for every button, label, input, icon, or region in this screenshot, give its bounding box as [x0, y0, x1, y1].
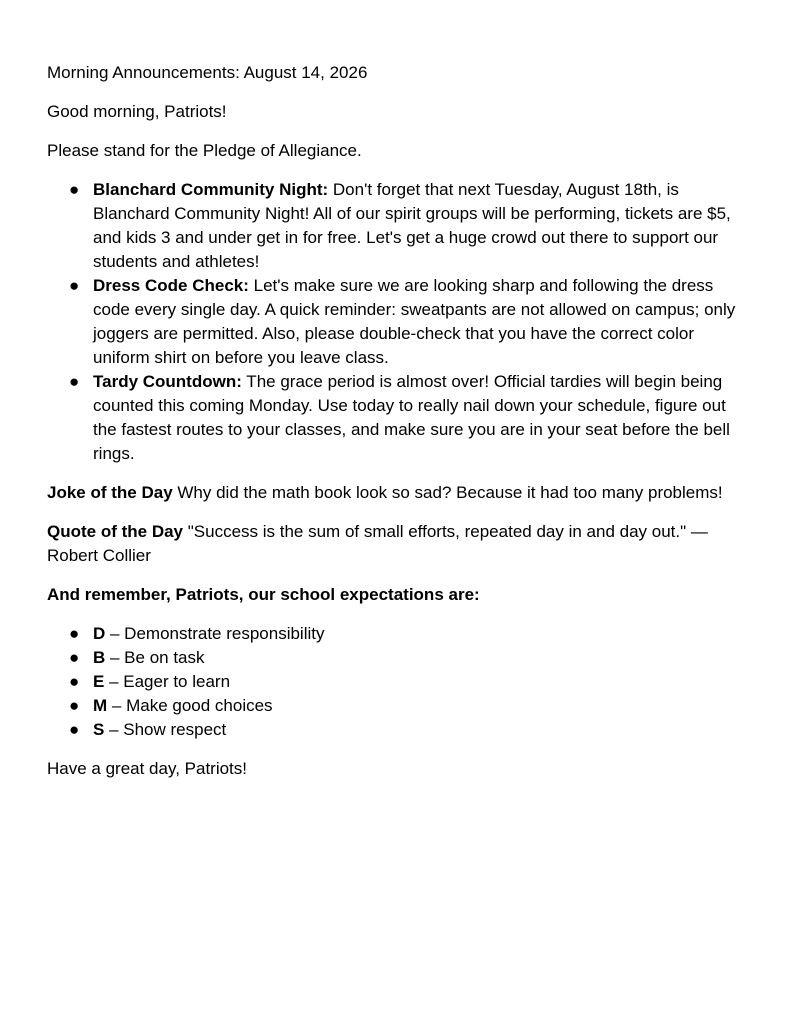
- list-item: [47, 694, 751, 718]
- announcement-text: Don't forget that next Tuesday, August 18th, is Blanchard Community Night! All of our spirit groups will be performing, tickets are $5, and kids 3 and under get in for free. Let's get a huge crowd out there to support our students and athletes!: [93, 180, 731, 271]
- quote-heading: Quote of the Day: [47, 522, 184, 541]
- bullet-icon: ●: [69, 696, 80, 715]
- expectation-text: – Eager to learn: [104, 672, 231, 691]
- bullet-icon: ●: [69, 180, 80, 199]
- bullet-icon: ●: [69, 672, 80, 691]
- announcement-heading: Blanchard Community Night:: [93, 180, 329, 199]
- list-item: [47, 718, 751, 742]
- announcement-text: The grace period is almost over! Official tardies will begin being counted this coming Monday. Use today to really nail down your schedule, figure out the fastest routes to your classes, and make sure you are in your seat before the bell rings.: [93, 372, 730, 463]
- closing-line: Have a great day, Patriots!: [47, 759, 248, 778]
- joke-heading: Joke of the Day: [47, 483, 173, 502]
- bullet-icon: ●: [69, 624, 80, 643]
- list-item: [47, 622, 751, 646]
- bullet-icon: ●: [69, 372, 80, 391]
- quote-of-the-day: [47, 520, 751, 568]
- joke-of-the-day: [47, 481, 751, 505]
- greeting: Good morning, Patriots!: [47, 102, 227, 121]
- list-item: [47, 178, 751, 274]
- bullet-icon: ●: [69, 648, 80, 667]
- expectation-text: – Make good choices: [107, 696, 273, 715]
- expectations-list: [47, 622, 751, 742]
- expectation-letter: M: [93, 696, 108, 715]
- list-item: [47, 370, 751, 466]
- announcement-heading: Tardy Countdown:: [93, 372, 242, 391]
- quote-text: "Success is the sum of small efforts, repeated day in and day out." — Robert Collier: [47, 522, 708, 565]
- joke-text: Why did the math book look so sad? Because it had too many problems!: [172, 483, 723, 502]
- bullet-icon: ●: [69, 276, 80, 295]
- announcement-heading: Dress Code Check:: [93, 276, 249, 295]
- expectation-letter: E: [93, 672, 105, 691]
- bullet-icon: ●: [69, 720, 80, 739]
- list-item: [47, 670, 751, 694]
- announcement-text: Let's make sure we are looking sharp and following the dress code every single day. A quick reminder: sweatpants are not allowed on campus; only joggers are permitted. Also, please double-check that you have the correct color uniform shirt on before you leave class.: [93, 276, 736, 367]
- expectation-letter: S: [93, 720, 105, 739]
- expectation-text: – Be on task: [105, 648, 205, 667]
- expectation-letter: D: [93, 624, 106, 643]
- expectation-text: – Demonstrate responsibility: [105, 624, 325, 643]
- expectation-text: – Show respect: [104, 720, 227, 739]
- list-item: [47, 646, 751, 670]
- expectations-heading: And remember, Patriots, our school expectations are:: [47, 585, 480, 604]
- announcements-list: [47, 178, 751, 466]
- document-title: Morning Announcements: August 14, 2026: [47, 63, 368, 82]
- list-item: [47, 274, 751, 370]
- expectation-letter: B: [93, 648, 106, 667]
- pledge-line: Please stand for the Pledge of Allegiance.: [47, 141, 362, 160]
